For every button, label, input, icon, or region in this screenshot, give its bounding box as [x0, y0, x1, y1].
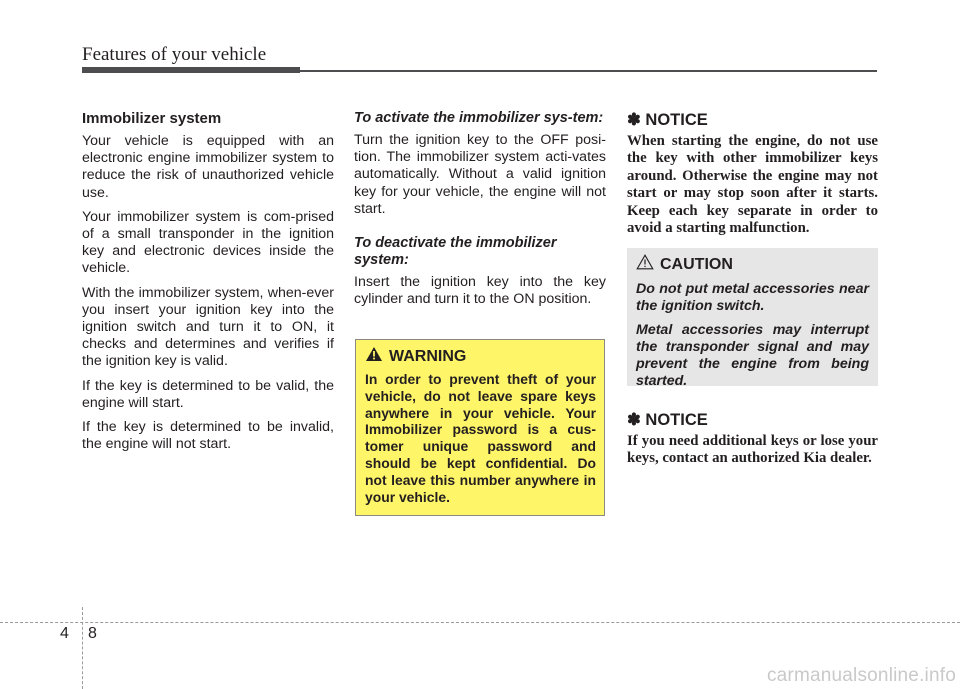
- notice-text: If you need additional keys or lose your keys, contact an authorized Kia dealer.: [627, 433, 878, 467]
- paragraph: Your vehicle is equipped with an electronic engine immobilizer system to reduce the risk of unauthorized vehicle use.: [82, 133, 334, 201]
- column-immobilizer: [82, 110, 334, 460]
- deactivate-text: Insert the ignition key into the key cylinder and turn it to the ON position.: [354, 274, 606, 308]
- caution-header: [636, 254, 869, 275]
- footer-divider: [0, 622, 960, 623]
- warning-text: In order to prevent theft of your vehicle, do not leave spare keys anywhere in your vehicle. Your Immobilizer password is a cus-tomer unique password and should be kept confidential. Do not leave this number anywhere in your vehicle.: [365, 371, 596, 505]
- notice-keys: [627, 410, 878, 468]
- paragraph: If the key is determined to be invalid, the engine will not start.: [82, 419, 334, 453]
- column-activation: [354, 110, 606, 315]
- warning-header: [365, 346, 596, 367]
- header-bar-thin: [300, 70, 877, 72]
- column-notice: [627, 110, 878, 237]
- notice-title: ✽ NOTICE: [627, 111, 708, 129]
- paragraph: Your immobilizer system is com-prised of a small transponder in the ignition key and electronic devices inside the vehicle.: [82, 208, 334, 277]
- section-heading: Immobilizer system: [82, 110, 222, 127]
- deactivate-heading: To deactivate the immobilizer system:: [354, 235, 557, 269]
- activate-heading: To activate the immobilizer sys-tem:: [354, 110, 604, 126]
- warning-box: [355, 339, 605, 516]
- notice-text: When starting the engine, do not use the key with other immobilizer keys around. Otherwise the engine may not start or may stop soon after it starts. Keep each key separate in order to avoid a starting malfunction.: [627, 133, 878, 237]
- header-bar-thick: [82, 67, 300, 73]
- caution-box: [627, 248, 878, 389]
- paragraph: With the immobilizer system, when-ever you insert your ignition key into the ignition switch and turn it to ON, it checks and determines and verifies if the ignition key is valid.: [82, 284, 334, 370]
- footer-vertical-divider: [82, 607, 83, 689]
- warning-title: WARNING: [389, 347, 467, 365]
- paragraph: If the key is determined to be valid, the engine will start.: [82, 377, 334, 411]
- activate-text: Turn the ignition key to the OFF posi-tion. The immobilizer system acti-vates automatically. Without a valid ignition key for your vehicle, the engine will not start.: [354, 132, 606, 217]
- caution-triangle-icon: [636, 254, 654, 275]
- caution-title: CAUTION: [660, 255, 733, 273]
- notice-title: ✽ NOTICE: [627, 411, 708, 429]
- page-section-number: 4: [60, 625, 69, 642]
- warning-triangle-icon: [365, 346, 383, 367]
- watermark: carmanualsonline.info: [766, 665, 956, 686]
- caution-text: Metal accessories may interrupt the transponder signal and may prevent the engine from being started.: [636, 322, 869, 389]
- page-number: 8: [88, 625, 97, 642]
- page-header-title: Features of your vehicle: [82, 44, 267, 65]
- caution-text: Do not put metal accessories near the ignition switch.: [636, 281, 869, 314]
